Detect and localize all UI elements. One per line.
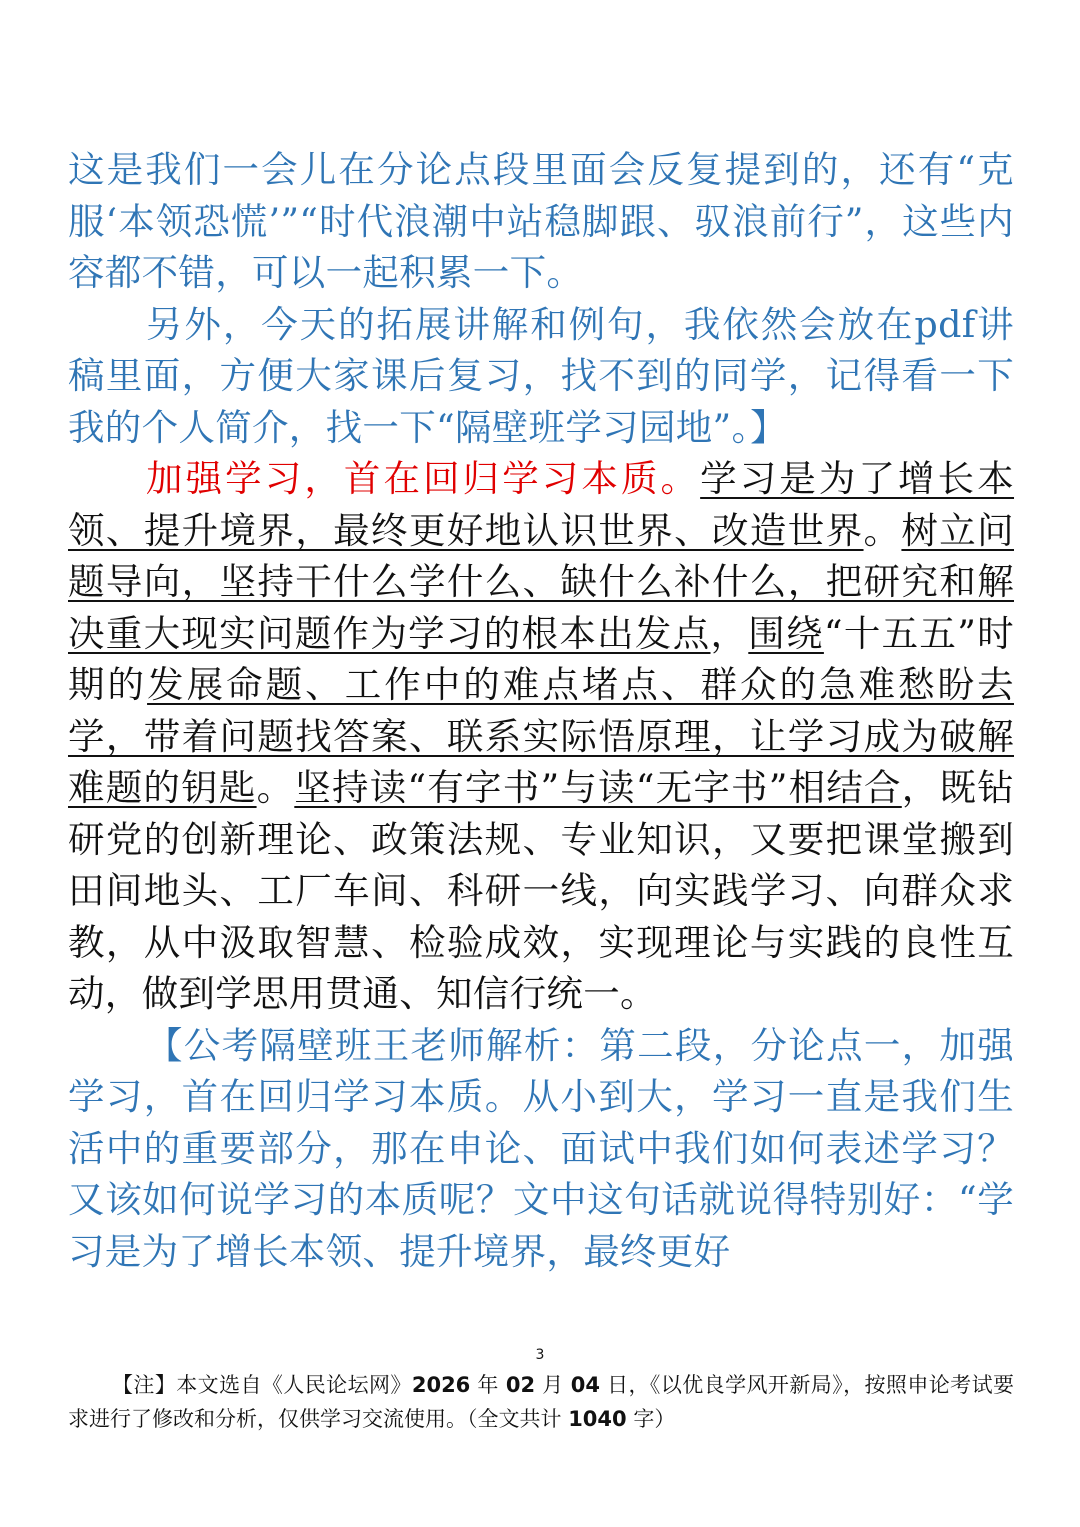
footnote-part: 【注】本文选自《人民论坛网》 xyxy=(112,1373,412,1397)
footnote-year: 2026 xyxy=(411,1373,471,1397)
footnote-day: 04 xyxy=(570,1373,600,1397)
commentary-paragraph-note: 另外，今天的拓展讲解和例句，我依然会放在pdf讲稿里面，方便大家课后复习，找不到的同学，记得看一下我的个人简介，找一下“隔壁班学习园地”。】 xyxy=(68,302,1014,449)
footnote-month: 02 xyxy=(505,1373,536,1397)
plain-text: “十五五”时期的 xyxy=(68,611,1014,706)
footnote xyxy=(68,1368,1014,1436)
footnote-part: 月 xyxy=(535,1373,571,1397)
footnote-part: 字） xyxy=(626,1407,676,1431)
analysis-paragraph: 【公考隔壁班王老师解析：第二段，分论点一，加强学习，首在回归学习本质。从小到大，学习一直是我们生活中的重要部分，那在申论、面试中我们如何表述学习？又该如何说学习的本质呢？文中这句话就说得特别好：“学习是为了增长本领、提升境界，最终更好 xyxy=(68,1023,1014,1273)
page-number: 3 xyxy=(535,1347,545,1363)
punctuation: ， xyxy=(710,611,749,655)
footnote-part: 日，《以优良学风开新局》，按照申论考试要求进行了修改和分析，仅供学习交流使用。（全文共计 xyxy=(68,1373,1014,1431)
plain-text: ，既钻研党的创新理论、政策法规、专业知识，又要把课堂搬到田间地头、工厂车间、科研一线，向实践学习、向群众求教，从中汲取智慧、检验成效，实现理论与实践的良性互动，做到学思用贯通、知信行统一。 xyxy=(68,766,1015,1015)
main-paragraph xyxy=(68,453,1014,1020)
footnote-word-count: 1040 xyxy=(568,1407,627,1431)
punctuation: 。 xyxy=(256,766,295,809)
body-text xyxy=(68,144,1014,1277)
underlined-sentence-4: 坚持读“有字书”与读“无字书”相结合 xyxy=(294,766,902,809)
underlined-sentence-2: 树立问题导向，坚持干什么学什么、缺什么补什么，把研究和解决重大现实问题作为学习的根本出发点 xyxy=(68,508,1014,655)
underlined-word: 围绕 xyxy=(748,611,824,655)
punctuation: 。 xyxy=(863,508,902,552)
commentary-paragraph-continued: 这是我们一会儿在分论点段里面会反复提到的，还有“克服‘本领恐慌’”“时代浪潮中站稳脚跟、驭浪前行”，这些内容都不错，可以一起积累一下。 xyxy=(68,148,1014,294)
footnote-text xyxy=(68,1368,1014,1436)
footnote-part: 年 xyxy=(470,1373,506,1397)
subpoint-heading: 加强学习，首在回归学习本质。 xyxy=(146,457,701,500)
underlined-sentence-3: 发展命题、工作中的难点堵点、群众的急难愁盼去学，带着问题找答案、联系实际悟原理，让学习成为破解难题的钥匙 xyxy=(68,663,1014,809)
underlined-sentence-1: 学习是为了增长本领、提升境界，最终更好地认识世界、改造世界 xyxy=(68,457,1015,552)
